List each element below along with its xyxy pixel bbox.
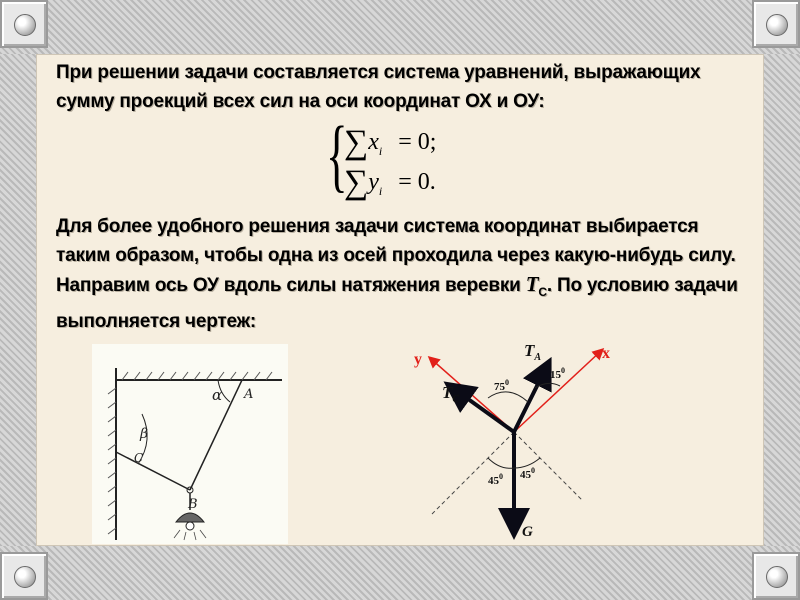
- y-axis-label: y: [414, 351, 422, 368]
- TA-vector: [514, 364, 548, 432]
- eq-var: y: [368, 169, 379, 195]
- corner-button-bottom-left[interactable]: [0, 552, 48, 600]
- wall-hatch: [108, 388, 116, 534]
- eq-sub: i: [378, 184, 383, 198]
- alpha-label: α: [212, 386, 223, 404]
- x-axis-label: x: [602, 345, 610, 362]
- ceiling-hatch: [122, 372, 272, 380]
- method-paragraph: [56, 212, 756, 336]
- eq-rhs: = 0.: [398, 169, 436, 195]
- knob-icon: [14, 14, 36, 36]
- intro-paragraph: При решении задачи составляется система уравнений, выражающих сумму проекций всех сил на оси координат ОХ и ОУ:: [56, 62, 701, 112]
- left-border: [0, 54, 36, 546]
- knob-icon: [14, 566, 36, 588]
- knob-icon: [766, 566, 788, 588]
- force-diagram: [370, 336, 690, 547]
- method-text: Для более удобного решения задачи система координат выбирается таким образом, чтобы одна из осей проходила через какую-нибудь силу. Направим ось ОУ вдоль силы натяжения веревки: [56, 216, 736, 296]
- eq-rhs: = 0;: [398, 129, 437, 155]
- dashed-extension-right: [514, 432, 582, 500]
- corner-button-top-left[interactable]: [0, 0, 48, 48]
- corner-button-top-right[interactable]: [752, 0, 800, 48]
- equation-x: [344, 124, 436, 162]
- bottom-border: [0, 546, 800, 600]
- corner-button-bottom-right[interactable]: [752, 552, 800, 600]
- rope-C: [116, 452, 190, 490]
- angle-75-label: $75^0$: [494, 378, 509, 393]
- point-B-label: B: [188, 497, 198, 512]
- angle-45-left-label: $45^0$: [488, 472, 503, 487]
- point-A-label: A: [244, 387, 254, 402]
- G-label: G: [522, 524, 533, 540]
- method-tail: . По условию задачи выполняется чертеж:: [56, 275, 738, 332]
- equation-y: [344, 164, 436, 202]
- TA-label: $T_A$: [524, 341, 542, 363]
- top-border: [0, 0, 800, 54]
- lamp-sketch: [92, 344, 288, 544]
- knob-icon: [766, 14, 788, 36]
- force-subscript: C: [538, 284, 547, 299]
- brace-icon: {: [326, 109, 348, 200]
- x-axis: [514, 350, 602, 432]
- beta-label: β: [140, 426, 149, 442]
- angle-15-label: $15^0$: [550, 366, 565, 381]
- TC-label: $T_C$: [442, 383, 460, 405]
- arc-45-left: [488, 458, 514, 468]
- equation-system: [326, 109, 488, 201]
- lamp-sketch-svg: [92, 344, 288, 544]
- right-border: [764, 54, 800, 546]
- lamp-rays: [174, 530, 206, 540]
- sigma-icon: ∑: [344, 124, 369, 161]
- arc-45-right: [514, 458, 540, 468]
- angle-45-right-label: $45^0$: [520, 466, 535, 481]
- force-symbol: T: [525, 272, 539, 296]
- lamp-bulb: [186, 522, 194, 530]
- arc-75: [488, 392, 528, 402]
- point-C-label: C: [134, 451, 144, 465]
- eq-var: x: [368, 129, 379, 155]
- eq-sub: i: [378, 144, 383, 158]
- sigma-icon: ∑: [344, 164, 369, 201]
- lamp-shade: [176, 513, 204, 522]
- force-diagram-svg: [370, 336, 690, 542]
